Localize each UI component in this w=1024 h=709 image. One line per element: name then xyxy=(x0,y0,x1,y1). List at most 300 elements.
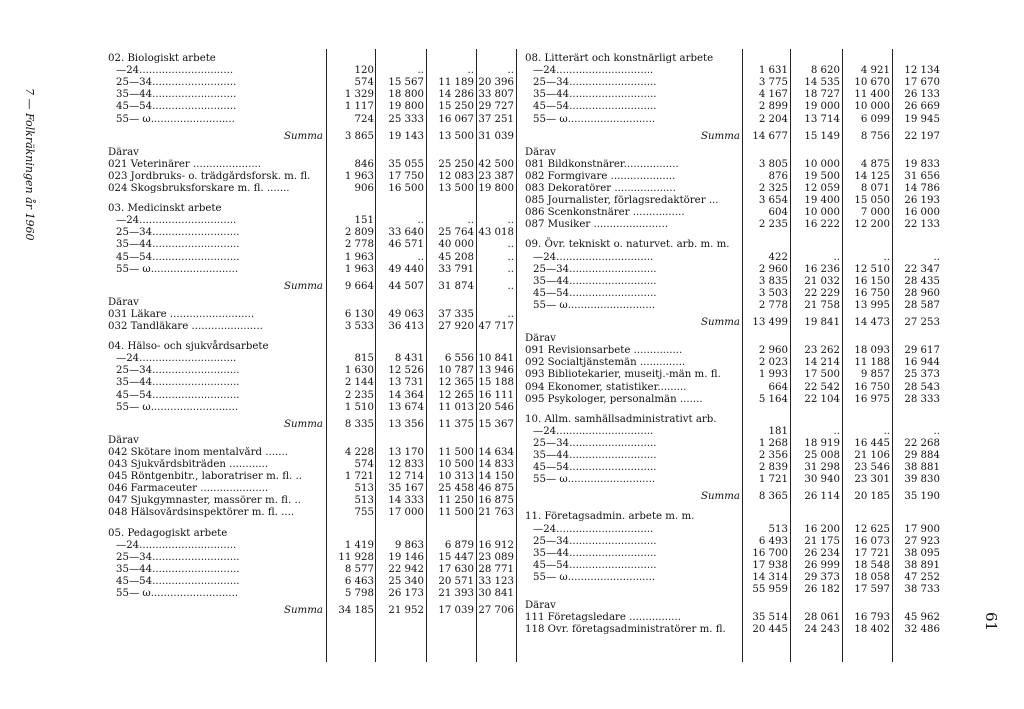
value-cell: 3 654 xyxy=(758,195,788,207)
value-cell: 6 130 xyxy=(344,308,374,320)
row-label: 45—54........................... xyxy=(533,559,657,571)
value-cell: 4 875 xyxy=(860,158,890,170)
value-cell: 16 150 xyxy=(854,275,890,287)
section-heading: 04. Hälso- och sjukvårdsarbete xyxy=(108,341,269,353)
value-cell: 16 073 xyxy=(854,535,890,547)
section-heading: 05. Pedagogiskt arbete xyxy=(108,527,228,539)
value-cell: 12 833 xyxy=(388,459,424,470)
value-cell: 49 440 xyxy=(388,263,424,275)
value-cell: 18 093 xyxy=(854,345,890,357)
value-cell: 3 503 xyxy=(758,287,788,299)
value-cell: 3 865 xyxy=(344,130,374,142)
value-cell: 2 204 xyxy=(758,113,788,125)
value-cell: 9 863 xyxy=(394,539,424,551)
value-cell: 10 000 xyxy=(854,101,890,113)
value-cell: 4 167 xyxy=(758,89,788,101)
value-cell: 2 144 xyxy=(344,377,374,389)
value-cell: 28 771 xyxy=(478,563,514,575)
value-cell: .. xyxy=(507,263,514,275)
sub-row-label: 094 Ekonomer, statistiker......... xyxy=(525,381,687,393)
column-rule xyxy=(476,49,477,662)
value-cell: 27 706 xyxy=(478,605,514,617)
summa-label: Summa xyxy=(284,605,323,617)
value-cell: 2 325 xyxy=(758,183,788,194)
value-cell: 8 071 xyxy=(860,183,890,194)
sub-row-label: 021 Veterinärer ..................... xyxy=(108,158,262,170)
value-cell: 55 959 xyxy=(752,584,788,595)
value-cell: 18 919 xyxy=(804,437,840,449)
sub-row-label: 083 Dekoratörer ................... xyxy=(525,183,676,194)
row-label: —24.............................. xyxy=(533,251,654,263)
value-cell: 574 xyxy=(354,459,374,470)
column-rule xyxy=(742,49,743,662)
column-rule xyxy=(326,49,327,662)
value-cell: 22 268 xyxy=(904,437,940,449)
value-cell: 181 xyxy=(768,425,788,437)
value-cell: 28 587 xyxy=(904,299,940,311)
summa-label: Summa xyxy=(701,317,740,328)
value-cell: 15 250 xyxy=(438,101,474,113)
value-cell: 24 243 xyxy=(804,624,840,636)
value-cell: 38 095 xyxy=(904,547,940,559)
value-cell: 876 xyxy=(768,170,788,182)
value-cell: 2 023 xyxy=(758,357,788,369)
value-cell: 45 208 xyxy=(438,251,474,263)
value-cell: 1 117 xyxy=(344,101,374,113)
value-cell: 1 721 xyxy=(758,474,788,486)
value-cell: 11 400 xyxy=(854,89,890,101)
value-cell: 22 229 xyxy=(804,287,840,299)
row-label: 25—34........................... xyxy=(533,437,657,449)
value-cell: 31 656 xyxy=(904,170,940,182)
value-cell: 19 500 xyxy=(804,170,840,182)
row-label: 55— ω........................... xyxy=(116,263,239,275)
value-cell: 14 125 xyxy=(854,170,890,182)
value-cell: 46 571 xyxy=(388,239,424,251)
value-cell: 13 674 xyxy=(388,401,424,413)
row-label: 55— ω........................... xyxy=(116,401,239,413)
value-cell: 2 778 xyxy=(758,299,788,311)
value-cell: 2 356 xyxy=(758,450,788,461)
value-cell: 14 535 xyxy=(804,77,840,89)
value-cell: 14 634 xyxy=(478,446,514,458)
value-cell: 14 364 xyxy=(388,389,424,401)
value-cell: 11 250 xyxy=(438,495,474,507)
value-cell: 25 764 xyxy=(438,227,474,239)
value-cell: 9 664 xyxy=(344,280,374,292)
value-cell: 11 013 xyxy=(438,401,474,413)
value-cell: 18 800 xyxy=(388,89,424,101)
darav-label: Därav xyxy=(108,296,139,308)
value-cell: 513 xyxy=(354,495,374,507)
value-cell: 10 000 xyxy=(804,158,840,170)
value-cell: 25 333 xyxy=(388,113,424,125)
sub-row-label: 081 Bildkonstnärer................. xyxy=(525,158,679,170)
value-cell: 27 253 xyxy=(904,317,940,328)
value-cell: 2 960 xyxy=(758,345,788,357)
row-label: 25—34.......................... xyxy=(116,77,237,89)
value-cell: 33 791 xyxy=(438,263,474,275)
value-cell: 6 556 xyxy=(444,353,474,365)
value-cell: 22 133 xyxy=(904,219,940,231)
section-heading: 11. Företagsadmin. arbete m. m. xyxy=(525,511,695,523)
value-cell: 16 944 xyxy=(904,357,940,369)
value-cell: 1 630 xyxy=(344,365,374,377)
value-cell: 422 xyxy=(768,251,788,263)
value-cell: 17 597 xyxy=(854,584,890,595)
sub-row-label: 031 Läkare .......................... xyxy=(108,308,255,320)
value-cell: 37 251 xyxy=(478,113,514,125)
value-cell: 35 514 xyxy=(752,612,788,624)
value-cell: .. xyxy=(883,425,890,437)
value-cell: 31 298 xyxy=(804,462,840,474)
row-label: 45—54........................... xyxy=(533,462,657,474)
value-cell: 8 431 xyxy=(394,353,424,365)
value-cell: 38 733 xyxy=(904,584,940,595)
value-cell: 31 874 xyxy=(438,280,474,292)
value-cell: 14 677 xyxy=(752,130,788,142)
row-label: 35—44........................... xyxy=(533,275,657,287)
value-cell: 30 940 xyxy=(804,474,840,486)
value-cell: 21 763 xyxy=(478,507,514,519)
value-cell: 2 960 xyxy=(758,263,788,275)
value-cell: 13 500 xyxy=(438,130,474,142)
row-label: 35—44........................... xyxy=(533,89,657,101)
value-cell: 13 946 xyxy=(478,365,514,377)
column-rule xyxy=(375,49,376,662)
value-cell: 151 xyxy=(354,215,374,227)
value-cell: 16 975 xyxy=(854,393,890,405)
sub-row-label: 111 Företagsledare ................ xyxy=(525,612,681,624)
margin-caption: 7 — Folkräkningen år 1960 xyxy=(23,88,36,241)
value-cell: 7 000 xyxy=(860,207,890,219)
value-cell: 37 335 xyxy=(438,308,474,320)
row-label: 25—34........................... xyxy=(116,365,240,377)
value-cell: 20 396 xyxy=(478,77,514,89)
summa-label: Summa xyxy=(284,130,323,142)
sub-row-label: 095 Psykologer, personalmän ....... xyxy=(525,393,703,405)
row-label: 25—34........................... xyxy=(116,551,240,563)
value-cell: 16 875 xyxy=(478,495,514,507)
value-cell: .. xyxy=(417,215,424,227)
value-cell: 22 104 xyxy=(804,393,840,405)
row-label: —24.............................. xyxy=(116,539,237,551)
value-cell: 34 185 xyxy=(338,605,374,617)
value-cell: 16 000 xyxy=(904,207,940,219)
column-rule xyxy=(842,49,843,662)
value-cell: 33 807 xyxy=(478,89,514,101)
value-cell: 5 164 xyxy=(758,393,788,405)
value-cell: 36 413 xyxy=(388,321,424,332)
value-cell: 16 111 xyxy=(478,389,514,401)
value-cell: 29 617 xyxy=(904,345,940,357)
value-cell: 9 857 xyxy=(860,369,890,381)
row-label: 25—34........................... xyxy=(533,535,657,547)
row-label: —24.............................. xyxy=(533,425,654,437)
value-cell: 2 839 xyxy=(758,462,788,474)
row-label: 55— ω........................... xyxy=(116,588,239,599)
column-rule xyxy=(892,49,893,662)
value-cell: 11 375 xyxy=(438,418,474,430)
value-cell: 19 800 xyxy=(388,101,424,113)
value-cell: 16 222 xyxy=(804,219,840,231)
value-cell: 3 805 xyxy=(758,158,788,170)
value-cell: .. xyxy=(507,280,514,292)
value-cell: 3 775 xyxy=(758,77,788,89)
value-cell: 27 920 xyxy=(438,321,474,332)
value-cell: 513 xyxy=(768,523,788,535)
value-cell: 18 727 xyxy=(804,89,840,101)
value-cell: 1 510 xyxy=(344,401,374,413)
section-heading: 09. Övr. tekniskt o. naturvet. arb. m. m. xyxy=(525,239,730,251)
value-cell: 20 445 xyxy=(752,624,788,636)
value-cell: 4 228 xyxy=(344,446,374,458)
row-label: 55— ω........................... xyxy=(533,113,656,125)
sub-row-label: 047 Sjukgymnaster, massörer m. fl. .. xyxy=(108,495,301,507)
value-cell: 18 548 xyxy=(854,559,890,571)
value-cell: 21 032 xyxy=(804,275,840,287)
value-cell: 26 193 xyxy=(904,195,940,207)
value-cell: 10 500 xyxy=(438,459,474,470)
value-cell: 22 197 xyxy=(904,130,940,142)
sub-row-label: 092 Socialtjänstemän .............. xyxy=(525,357,686,369)
value-cell: 19 146 xyxy=(388,551,424,563)
summa-label: Summa xyxy=(284,280,323,292)
value-cell: 16 700 xyxy=(752,547,788,559)
value-cell: 6 099 xyxy=(860,113,890,125)
darav-label: Därav xyxy=(525,146,556,158)
value-cell: 16 445 xyxy=(854,437,890,449)
sub-row-label: 046 Farmaceuter ..................... xyxy=(108,483,269,495)
value-cell: 664 xyxy=(768,381,788,393)
row-label: 55— ω.......................... xyxy=(116,113,235,125)
value-cell: 14 314 xyxy=(752,571,788,583)
value-cell: 44 507 xyxy=(388,280,424,292)
value-cell: 31 039 xyxy=(478,130,514,142)
value-cell: 28 435 xyxy=(904,275,940,287)
value-cell: 23 301 xyxy=(854,474,890,486)
value-cell: 30 841 xyxy=(478,588,514,599)
value-cell: 18 402 xyxy=(854,624,890,636)
value-cell: 15 149 xyxy=(804,130,840,142)
value-cell: 33 640 xyxy=(388,227,424,239)
value-cell: 21 952 xyxy=(388,605,424,617)
value-cell: 33 123 xyxy=(478,575,514,587)
value-cell: 12 510 xyxy=(854,263,890,275)
value-cell: 1 721 xyxy=(344,471,374,483)
value-cell: 14 286 xyxy=(438,89,474,101)
value-cell: 10 670 xyxy=(854,77,890,89)
value-cell: 12 265 xyxy=(438,389,474,401)
value-cell: 25 250 xyxy=(438,158,474,170)
value-cell: 28 960 xyxy=(904,287,940,299)
value-cell: 26 173 xyxy=(388,588,424,599)
value-cell: 17 500 xyxy=(804,369,840,381)
value-cell: 25 373 xyxy=(904,369,940,381)
value-cell: 28 333 xyxy=(904,393,940,405)
value-cell: 16 500 xyxy=(388,183,424,194)
value-cell: 11 188 xyxy=(854,357,890,369)
value-cell: .. xyxy=(507,65,514,77)
value-cell: 21 393 xyxy=(438,588,474,599)
value-cell: 42 500 xyxy=(478,158,514,170)
sub-row-label: 087 Musiker ....................... xyxy=(525,219,668,231)
value-cell: 19 143 xyxy=(388,130,424,142)
value-cell: 26 114 xyxy=(804,491,840,503)
sub-row-label: 086 Scenkonstnärer ................ xyxy=(525,207,685,219)
value-cell: 906 xyxy=(354,183,374,194)
sub-row-label: 082 Formgivare .................... xyxy=(525,170,676,182)
value-cell: 38 891 xyxy=(904,559,940,571)
value-cell: .. xyxy=(507,308,514,320)
value-cell: 17 039 xyxy=(438,605,474,617)
value-cell: 14 150 xyxy=(478,471,514,483)
value-cell: 40 000 xyxy=(438,239,474,251)
sub-row-label: 042 Skötare inom mentalvård ....... xyxy=(108,446,288,458)
row-label: 55— ω........................... xyxy=(533,474,656,486)
value-cell: 16 750 xyxy=(854,381,890,393)
value-cell: 12 365 xyxy=(438,377,474,389)
value-cell: .. xyxy=(417,251,424,263)
value-cell: 38 881 xyxy=(904,462,940,474)
value-cell: 16 750 xyxy=(854,287,890,299)
value-cell: 120 xyxy=(354,65,374,77)
row-label: 55— ω........................... xyxy=(533,571,656,583)
value-cell: 11 500 xyxy=(438,507,474,519)
value-cell: 8 365 xyxy=(758,491,788,503)
value-cell: 12 625 xyxy=(854,523,890,535)
value-cell: 14 473 xyxy=(854,317,890,328)
value-cell: 43 018 xyxy=(478,227,514,239)
value-cell: 22 542 xyxy=(804,381,840,393)
row-label: —24.............................. xyxy=(116,353,237,365)
value-cell: 47 717 xyxy=(478,321,514,332)
value-cell: 13 714 xyxy=(804,113,840,125)
value-cell: .. xyxy=(507,239,514,251)
value-cell: 8 620 xyxy=(810,65,840,77)
value-cell: 19 841 xyxy=(804,317,840,328)
sub-row-label: 045 Röntgenbitr., laboratriser m. fl. .. xyxy=(108,471,302,483)
value-cell: 28 543 xyxy=(904,381,940,393)
row-label: 25—34........................... xyxy=(533,77,657,89)
value-cell: 21 175 xyxy=(804,535,840,547)
value-cell: 16 236 xyxy=(804,263,840,275)
value-cell: .. xyxy=(467,65,474,77)
value-cell: 1 963 xyxy=(344,251,374,263)
value-cell: 17 721 xyxy=(854,547,890,559)
sub-row-label: 048 Hälsovårdsinspektörer m. fl. .... xyxy=(108,507,295,519)
value-cell: .. xyxy=(417,65,424,77)
value-cell: 20 546 xyxy=(478,401,514,413)
value-cell: 23 262 xyxy=(804,345,840,357)
value-cell: 1 993 xyxy=(758,369,788,381)
section-heading: 10. Allm. samhällsadministrativt arb. xyxy=(525,413,717,425)
value-cell: 3 835 xyxy=(758,275,788,287)
value-cell: 15 567 xyxy=(388,77,424,89)
column-rule xyxy=(516,49,517,662)
value-cell: 815 xyxy=(354,353,374,365)
value-cell: 11 928 xyxy=(338,551,374,563)
row-label: 35—44.......................... xyxy=(116,89,237,101)
value-cell: 8 756 xyxy=(860,130,890,142)
value-cell: 22 347 xyxy=(904,263,940,275)
sub-row-label: 091 Revisionsarbete ............... xyxy=(525,345,683,357)
value-cell: 8 335 xyxy=(344,418,374,430)
value-cell: 1 631 xyxy=(758,65,788,77)
value-cell: 10 000 xyxy=(804,207,840,219)
value-cell: 26 133 xyxy=(904,89,940,101)
value-cell: 47 252 xyxy=(904,571,940,583)
value-cell: 19 833 xyxy=(904,158,940,170)
value-cell: 755 xyxy=(354,507,374,519)
row-label: 25—34........................... xyxy=(533,263,657,275)
section-heading: 02. Biologiskt arbete xyxy=(108,53,216,64)
value-cell: 19 400 xyxy=(804,195,840,207)
row-label: 35—44........................... xyxy=(533,450,657,461)
value-cell: 10 787 xyxy=(438,365,474,377)
value-cell: 513 xyxy=(354,483,374,495)
value-cell: 6 463 xyxy=(344,575,374,587)
value-cell: 46 875 xyxy=(478,483,514,495)
value-cell: 26 999 xyxy=(804,559,840,571)
value-cell: 12 059 xyxy=(804,183,840,194)
value-cell: 2 899 xyxy=(758,101,788,113)
value-cell: 17 670 xyxy=(904,77,940,89)
value-cell: 17 750 xyxy=(388,170,424,182)
value-cell: 23 387 xyxy=(478,170,514,182)
value-cell: 604 xyxy=(768,207,788,219)
value-cell: 2 235 xyxy=(758,219,788,231)
value-cell: 4 921 xyxy=(860,65,890,77)
row-label: 45—54........................... xyxy=(116,251,240,263)
value-cell: 49 063 xyxy=(388,308,424,320)
sub-row-label: 023 Jordbruks- o. trädgårdsforsk. m. fl. xyxy=(108,170,311,182)
value-cell: 25 008 xyxy=(804,450,840,461)
value-cell: 12 526 xyxy=(388,365,424,377)
value-cell: 15 447 xyxy=(438,551,474,563)
value-cell: 13 170 xyxy=(388,446,424,458)
row-label: —24.............................. xyxy=(116,215,237,227)
value-cell: 32 486 xyxy=(904,624,940,636)
value-cell: 29 727 xyxy=(478,101,514,113)
value-cell: 17 000 xyxy=(388,507,424,519)
value-cell: 13 499 xyxy=(752,317,788,328)
value-cell: 11 189 xyxy=(438,77,474,89)
value-cell: 13 356 xyxy=(388,418,424,430)
value-cell: .. xyxy=(833,425,840,437)
sub-row-label: 085 Journalister, förlagsredaktörer ... xyxy=(525,195,719,207)
column-rule xyxy=(790,49,791,662)
value-cell: 23 089 xyxy=(478,551,514,563)
value-cell: 14 333 xyxy=(388,495,424,507)
row-label: 35—44........................... xyxy=(116,563,240,575)
value-cell: 16 793 xyxy=(854,612,890,624)
sub-row-label: 118 Övr. företagsadministratörer m. fl. xyxy=(525,624,726,636)
value-cell: 6 879 xyxy=(444,539,474,551)
value-cell: 19 000 xyxy=(804,101,840,113)
sub-row-label: 032 Tandläkare ...................... xyxy=(108,321,263,332)
value-cell: 20 571 xyxy=(438,575,474,587)
value-cell: 15 050 xyxy=(854,195,890,207)
value-cell: 1 268 xyxy=(758,437,788,449)
summa-label: Summa xyxy=(701,491,740,503)
value-cell: 1 963 xyxy=(344,263,374,275)
value-cell: 35 167 xyxy=(388,483,424,495)
value-cell: 12 134 xyxy=(904,65,940,77)
darav-label: Därav xyxy=(525,600,556,612)
value-cell: 35 055 xyxy=(388,158,424,170)
value-cell: 25 340 xyxy=(388,575,424,587)
